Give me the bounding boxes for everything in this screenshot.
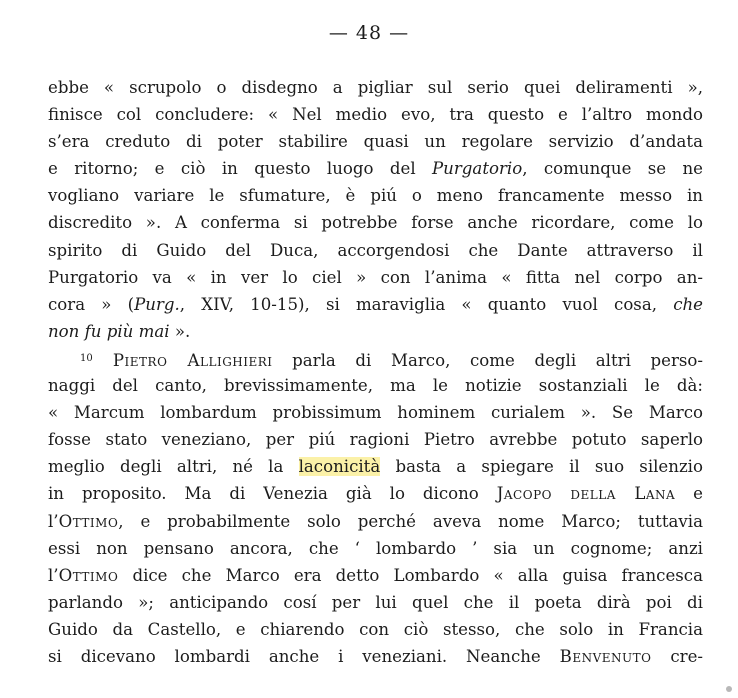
text-span: dice che Marco era detto Lombardo « alla guisa francesca bbox=[118, 565, 703, 585]
author-name-ottimo: Ottimo bbox=[58, 565, 119, 585]
text-line-19 bbox=[48, 562, 703, 589]
text-span: , comunque se ne bbox=[522, 159, 703, 179]
text-line-22 bbox=[48, 643, 703, 670]
author-name-ottimo: Ottimo bbox=[58, 511, 119, 531]
text-span: cora » ( bbox=[48, 294, 135, 314]
text-span: , e probabilmente solo perché aveva nome Marco; tuttavia bbox=[118, 511, 703, 531]
text-line-18: essi non pensano ancora, che ‘ lombardo ’ sia un cognome; anzi bbox=[48, 538, 703, 558]
scan-dot-mark bbox=[726, 686, 732, 692]
text-span: e ritorno; e ciò in questo luogo del bbox=[48, 159, 433, 179]
text-line-6: discredito ». A conferma si potrebbe forse anche ricordare, come lo bbox=[48, 213, 703, 233]
author-name-jacopo-della-lana: Jacopo della Lana bbox=[496, 484, 676, 504]
text-span: l’ bbox=[48, 565, 59, 585]
text-line-4 bbox=[48, 155, 703, 182]
text-line-13: « Marcum lombardum probissimum hominem curialem ». Se Marco bbox=[48, 403, 703, 423]
text-line-2: finisce col concludere: « Nel medio evo, tra questo e l’altro mondo bbox=[48, 105, 703, 125]
page-number: — 48 — bbox=[328, 22, 410, 44]
italic-quote: non fu più mai bbox=[48, 321, 170, 341]
text-line-20: parlando »; anticipando cosí per lui quel che il poeta dirà poi di bbox=[48, 592, 703, 612]
footnote-number: 10 bbox=[80, 352, 93, 364]
text-line-14: fosse stato veneziano, per piú ragioni Pietro avrebbe potuto saperlo bbox=[48, 430, 703, 450]
italic-citation-purg: Purg. bbox=[134, 294, 180, 314]
text-line-9 bbox=[48, 291, 703, 318]
text-line-21: Guido da Castello, e chiarendo con ciò stesso, che solo in Francia bbox=[48, 619, 703, 639]
text-line-3: s’era creduto di poter stabilire quasi un regolare servizio d’andata bbox=[48, 132, 703, 152]
text-line-12: naggi del canto, brevissimamente, ma le notizie sostanziali le dà: bbox=[48, 376, 703, 396]
text-span: ». bbox=[169, 321, 191, 341]
text-span: meglio degli altri, né la bbox=[48, 457, 299, 477]
text-line-16 bbox=[48, 480, 703, 507]
text-line-8: Purgatorio va « in ver lo ciel » con l’anima « fitta nel corpo an- bbox=[48, 267, 703, 287]
text-span: si dicevano lombardi anche i veneziani. Neanche bbox=[48, 646, 560, 666]
text-line-10 bbox=[48, 318, 703, 345]
text-line-1: ebbe « scrupolo o disdegno a pigliar sul serio quei deliramenti », bbox=[48, 78, 703, 97]
text-span: , XIV, 10-15), si maraviglia « quanto vuol cosa, bbox=[179, 294, 674, 314]
text-line-5: vogliano variare le sfumature, è piú o meno francamente messo in bbox=[48, 186, 703, 206]
text-span: basta a spiegare il suo silenzio bbox=[380, 457, 703, 477]
author-name-benvenuto: Benvenuto bbox=[559, 646, 652, 666]
italic-title-purgatorio: Purgatorio bbox=[432, 159, 523, 179]
text-line-15 bbox=[48, 453, 703, 480]
text-span: parla di Marco, come degli altri perso- bbox=[272, 350, 703, 370]
body-text bbox=[48, 74, 703, 670]
text-span: e bbox=[675, 484, 703, 504]
text-line-17 bbox=[48, 508, 703, 535]
text-line-7: spirito di Guido del Duca, accorgendosi che Dante attraverso il bbox=[48, 240, 703, 260]
italic-quote: che bbox=[673, 294, 703, 314]
author-name-pietro-allighieri: Pietro Allighieri bbox=[92, 350, 273, 370]
highlighted-word: laconicità bbox=[298, 457, 381, 477]
text-span: l’ bbox=[48, 511, 59, 531]
text-span: cre- bbox=[651, 646, 703, 666]
text-span: in proposito. Ma di Venezia già lo dicono bbox=[48, 484, 497, 504]
text-line-11 bbox=[48, 345, 703, 372]
